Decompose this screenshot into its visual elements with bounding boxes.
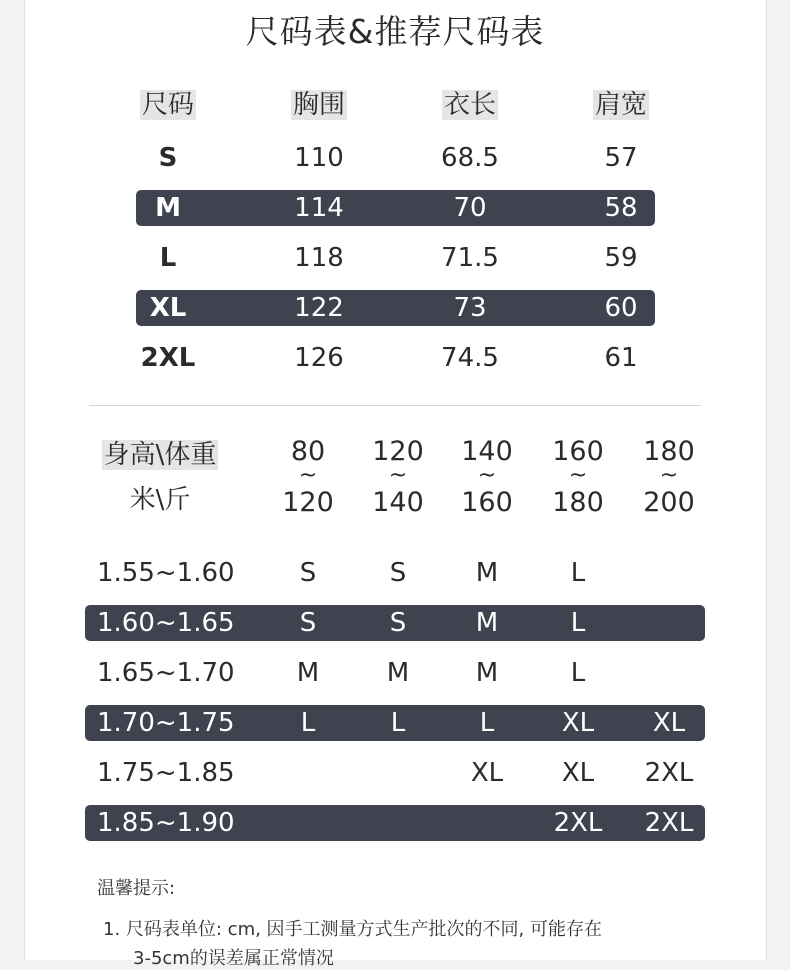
height-range: 1.70~1.75 <box>97 708 235 738</box>
height-range: 1.65~1.70 <box>97 658 235 688</box>
header-size: 尺码 <box>141 90 194 120</box>
size-cell: XL <box>149 293 187 323</box>
size-row <box>136 190 655 226</box>
weight-range-header: 180 ~ 200 <box>643 436 695 518</box>
size-cell: M <box>296 658 320 688</box>
weight-range-header: 120 ~ 140 <box>372 436 424 518</box>
chest-cell: 110 <box>294 143 344 173</box>
length-cell: 73 <box>453 293 487 323</box>
size-cell: M <box>155 193 181 223</box>
section-divider <box>89 405 701 406</box>
recommend-row <box>85 755 705 791</box>
header-chest: 胸围 <box>292 90 345 120</box>
size-cell: L <box>570 608 586 638</box>
height-range: 1.75~1.85 <box>97 758 235 788</box>
size-cell: M <box>475 558 499 588</box>
corner-top-label: 身高\体重 <box>103 440 217 470</box>
size-cell: 2XL <box>644 808 694 838</box>
size-cell: L <box>390 708 406 738</box>
chest-cell: 122 <box>294 293 344 323</box>
length-cell: 70 <box>453 193 487 223</box>
size-cell <box>634 555 704 591</box>
shoulder-cell: 61 <box>604 343 638 373</box>
size-row <box>136 240 655 276</box>
length-cell: 68.5 <box>441 143 499 173</box>
shoulder-cell: 60 <box>604 293 638 323</box>
chest-cell: 118 <box>294 243 344 273</box>
size-cell <box>363 805 433 841</box>
size-row <box>136 340 655 376</box>
size-cell: M <box>475 658 499 688</box>
size-cell <box>452 805 522 841</box>
length-cell: 74.5 <box>441 343 499 373</box>
size-cell: XL <box>561 708 595 738</box>
length-cell: 71.5 <box>441 243 499 273</box>
size-cell <box>634 605 704 641</box>
weight-range-header: 140 ~ 160 <box>461 436 513 518</box>
header-shoulder: 肩宽 <box>594 90 647 120</box>
size-row <box>136 290 655 326</box>
size-cell <box>634 655 704 691</box>
weight-range-header: 80 ~ 120 <box>282 436 334 518</box>
size-table-header <box>136 82 655 128</box>
size-cell: L <box>479 708 495 738</box>
size-cell <box>273 805 343 841</box>
height-range: 1.85~1.90 <box>97 808 235 838</box>
size-cell: 2XL <box>140 343 196 373</box>
size-cell: XL <box>652 708 686 738</box>
size-cell: L <box>570 658 586 688</box>
shoulder-cell: 59 <box>604 243 638 273</box>
size-cell: L <box>570 558 586 588</box>
note-item-1: 1. 尺码表单位: cm, 因手工测量方式生产批次的不同, 可能存在 <box>103 919 602 940</box>
size-row <box>136 140 655 176</box>
size-cell: L <box>159 243 177 273</box>
size-cell: S <box>389 608 407 638</box>
size-cell: S <box>299 608 317 638</box>
note-item-1-continued: 3-5cm的误差属正常情况 <box>133 948 334 969</box>
chest-cell: 114 <box>294 193 344 223</box>
shoulder-cell: 58 <box>604 193 638 223</box>
size-cell <box>363 755 433 791</box>
header-length: 衣长 <box>443 90 496 120</box>
size-cell: M <box>475 608 499 638</box>
size-cell: 2XL <box>553 808 603 838</box>
size-cell: S <box>299 558 317 588</box>
size-cell: S <box>158 143 178 173</box>
size-cell: S <box>389 558 407 588</box>
size-cell: XL <box>470 758 504 788</box>
size-cell <box>273 755 343 791</box>
recommend-row <box>85 655 705 691</box>
page-title: 尺码表&推荐尺码表 <box>245 12 545 51</box>
size-cell: XL <box>561 758 595 788</box>
chest-cell: 126 <box>294 343 344 373</box>
weight-range-header: 160 ~ 180 <box>552 436 604 518</box>
height-range: 1.55~1.60 <box>97 558 235 588</box>
notes-heading: 温馨提示: <box>97 878 176 899</box>
size-cell: L <box>300 708 316 738</box>
recommend-row <box>85 805 705 841</box>
size-cell: 2XL <box>644 758 694 788</box>
corner-header <box>97 436 223 515</box>
recommend-row <box>85 705 705 741</box>
size-cell: M <box>386 658 410 688</box>
recommend-row <box>85 555 705 591</box>
shoulder-cell: 57 <box>604 143 638 173</box>
corner-bottom-label: 米\斤 <box>129 485 191 515</box>
recommend-row <box>85 605 705 641</box>
height-range: 1.60~1.65 <box>97 608 235 638</box>
